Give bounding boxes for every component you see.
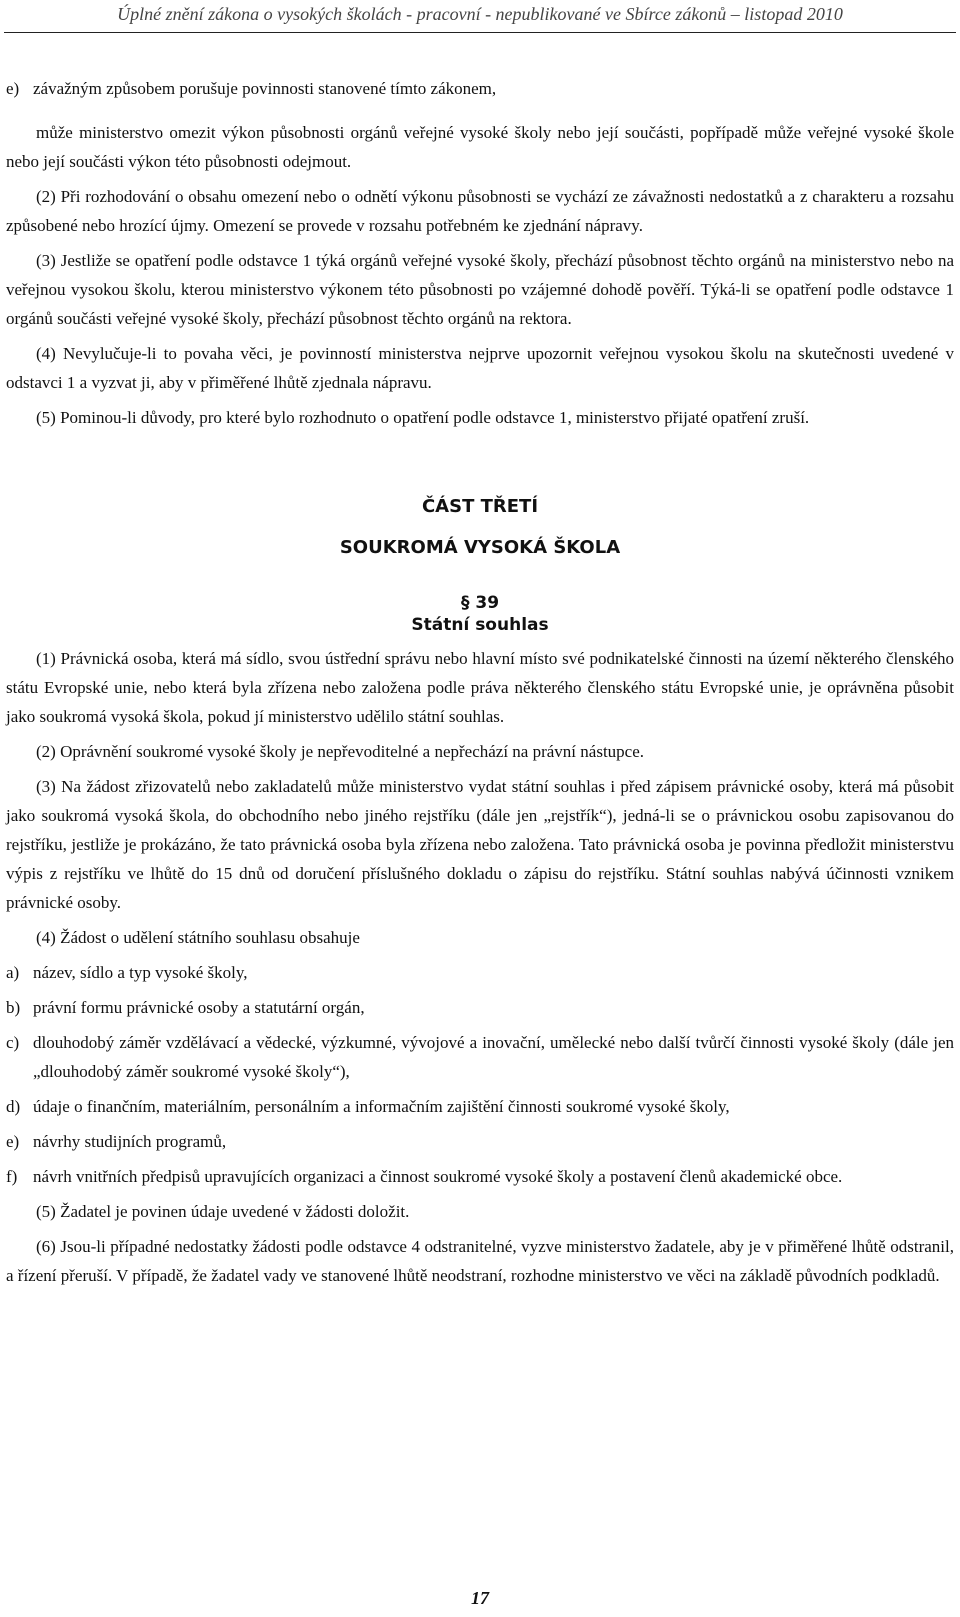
page-content [6,74,954,1296]
part-title: SOUKROMÁ VYSOKÁ ŠKOLA [339,537,621,558]
list-text: údaje o finančním, materiálním, personálním a informačním zajištění činnosti soukromé vysoké školy, [33,1097,730,1116]
list-marker: e) [6,79,20,98]
list-item [6,1127,954,1156]
list-item [6,1162,954,1191]
requirements-list [6,958,954,1191]
paragraph: (1) Právnická osoba, která má sídlo, svou ústřední správu nebo hlavní místo své podnikatelské činnosti na území některého členského státu Evropské unie, nebo která byla zřízena nebo založena podle práva některého členského státu Evropské unie, je oprávněna působit jako soukromá vysoká škola, pokud jí ministerstvo udělilo státní souhlas. [6,649,954,726]
list-item [6,1028,954,1086]
list-text: závažným způsobem porušuje povinnosti stanovené tímto zákonem, [33,79,497,98]
list-text: právní formu právnické osoby a statutární orgán, [33,998,365,1017]
paragraph: (4) Žádost o udělení státního souhlasu obsahuje [36,928,360,947]
page-number: 17 [471,1588,489,1608]
list-item [6,74,954,103]
list-item [6,1092,954,1121]
part-label: ČÁST TŘETÍ [421,496,539,517]
paragraph: může ministerstvo omezit výkon působnosti orgánů veřejné vysoké školy nebo její součásti, popřípadě může veřejné vysoké škole nebo její součásti výkon této působnosti odejmout. [6,123,954,171]
section-number: § 39 [460,593,500,613]
list-text: dlouhodobý záměr vzdělávací a vědecké, výzkumné, vývojové a inovační, umělecké nebo další tvůrčí činnosti vysoké školy (dále jen „dlouhodobý záměr soukromé vysoké školy“), [33,1033,954,1081]
header-rule [4,32,956,33]
section-title: Státní souhlas [411,615,549,635]
paragraph: (5) Žadatel je povinen údaje uvedené v žádosti doložit. [36,1202,410,1221]
list-marker: b) [6,998,21,1017]
paragraph: (5) Pominou-li důvody, pro které bylo rozhodnuto o opatření podle odstavce 1, ministerstvo přijaté opatření zruší. [36,408,810,427]
paragraph: (3) Jestliže se opatření podle odstavce 1 týká orgánů veřejné vysoké školy, přechází působnost těchto orgánů na ministerstvo nebo na veřejnou vysokou školu, kterou ministerstvo výkonem této působnosti po vzájemné dohodě pověří. Týká-li se opatření podle odstavce 1 orgánů součásti veřejné vysoké školy, přechází působnost těchto orgánů na rektora. [6,251,954,328]
paragraph: (6) Jsou-li případné nedostatky žádosti podle odstavce 4 odstranitelné, vyzve ministerstvo žadatele, aby je v přiměřené lhůtě odstranil, a řízení přeruší. V případě, že žadatel vady ve stanovené lhůtě neodstraní, rozhodne ministerstvo ve věci na základě původních podkladů. [6,1237,954,1285]
list-item [6,958,954,987]
list-marker: a) [6,963,20,982]
list-text: návrh vnitřních předpisů upravujících organizaci a činnost soukromé vysoké školy a postavení členů akademické obce. [33,1167,843,1186]
paragraph: (3) Na žádost zřizovatelů nebo zakladatelů může ministerstvo vydat státní souhlas i před zápisem právnické osoby, která má působit jako soukromá vysoká škola, do obchodního nebo jiného rejstříku (dále jen „rejstřík“), jedná-li se o právnickou osobu zapisovanou do rejstříku, jestliže je prokázáno, že tato právnická osoba byla zřízena nebo založena. Tato právnická osoba je povinna předložit ministerstvu výpis z rejstříku ve lhůtě do 15 dnů od doručení příslušného dokladu o zápisu do rejstříku. Státní souhlas nabývá účinnosti vznikem právnické osoby. [6,777,954,912]
running-header: Úplné znění zákona o vysokých školách - pracovní - nepublikované ve Sbírce zákonů – listopad 2010 [117,4,843,24]
list-marker: e) [6,1132,20,1151]
paragraph: (4) Nevylučuje-li to povaha věci, je povinností ministerstva nejprve upozornit veřejnou vysokou školu na skutečnosti uvedené v odstavci 1 a vyzvat ji, aby v přiměřené lhůtě zjednala nápravu. [6,344,954,392]
list-marker: c) [6,1033,20,1052]
list-marker: f) [6,1167,18,1186]
paragraph: (2) Při rozhodování o obsahu omezení nebo o odnětí výkonu působnosti se vychází ze závažnosti nedostatků a z charakteru a rozsahu způsobené nebo hrozící újmy. Omezení se provede v rozsahu potřebném ke zjednání nápravy. [6,187,954,235]
list-marker: d) [6,1097,21,1116]
list-text: název, sídlo a typ vysoké školy, [33,963,248,982]
paragraph: (2) Oprávnění soukromé vysoké školy je nepřevoditelné a nepřechází na právní nástupce. [36,742,645,761]
list-item [6,993,954,1022]
list-text: návrhy studijních programů, [33,1132,227,1151]
